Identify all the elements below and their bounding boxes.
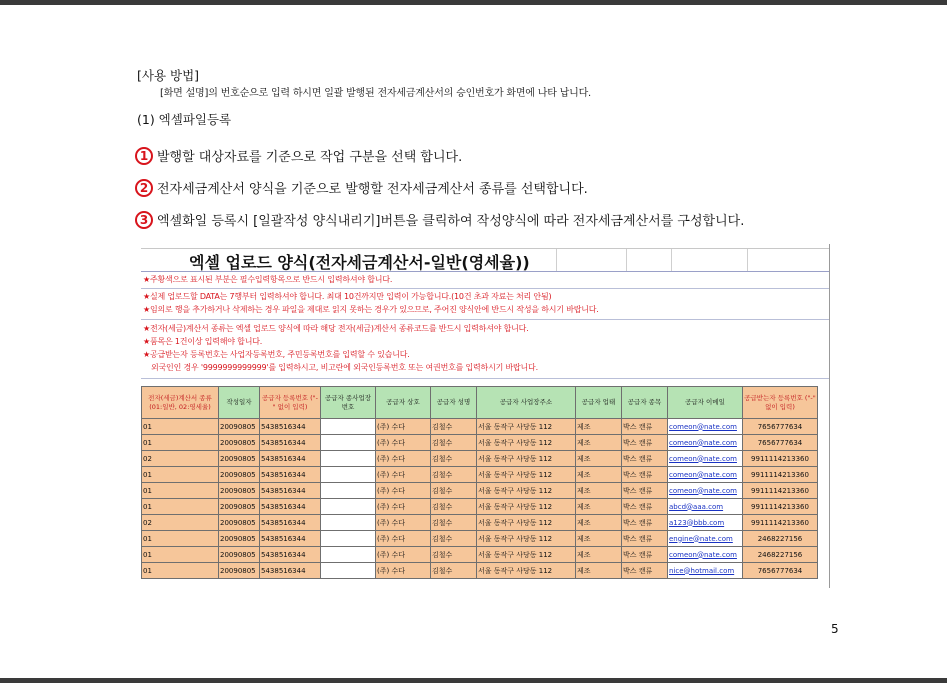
- table-cell: (주) 수다: [376, 483, 431, 499]
- sheet-divider: [141, 378, 829, 379]
- table-cell: 박스 캔류: [622, 419, 668, 435]
- column-header: 공급자 상호: [376, 387, 431, 419]
- table-cell: 5438516344: [260, 483, 321, 499]
- table-cell: [321, 435, 376, 451]
- sheet-title: 엑셀 업로드 양식(전자세금계산서-일반(영세율)): [189, 253, 530, 272]
- table-cell: 01: [142, 419, 219, 435]
- column-header: 공급자 종사업장번호: [321, 387, 376, 419]
- table-row: [142, 435, 818, 451]
- table-cell: 김철수: [431, 515, 477, 531]
- table-cell: 5438516344: [260, 515, 321, 531]
- table-cell: 20090805: [219, 419, 260, 435]
- spreadsheet-screenshot: [141, 244, 830, 588]
- table-cell: nice@hotmail.com: [668, 563, 743, 579]
- table-cell: [321, 467, 376, 483]
- table-cell: 김철수: [431, 435, 477, 451]
- table-cell: 서울 동작구 사당동 112: [477, 419, 576, 435]
- table-cell: (주) 수다: [376, 435, 431, 451]
- table-cell: comeon@nate.com: [668, 451, 743, 467]
- table-cell: (주) 수다: [376, 531, 431, 547]
- table-row: [142, 451, 818, 467]
- table-cell: 박스 캔류: [622, 451, 668, 467]
- table-cell: 김철수: [431, 531, 477, 547]
- table-cell: 20090805: [219, 451, 260, 467]
- table-cell: 5438516344: [260, 499, 321, 515]
- sheet-note: ★품목은 1건이상 입력해야 합니다.: [143, 337, 263, 346]
- step-number-3: 3: [135, 211, 153, 229]
- table-cell: 제조: [576, 467, 622, 483]
- table-cell: 01: [142, 499, 219, 515]
- table-cell: 20090805: [219, 515, 260, 531]
- step-text-1: 발행할 대상자료를 기준으로 작업 구분을 선택 합니다.: [157, 150, 463, 165]
- table-cell: 서울 동작구 사당동 112: [477, 467, 576, 483]
- sheet-note: ★실제 업로드할 DATA는 7행부터 입력하셔야 합니다. 최대 10건까지만 입력이 가능합니다.(10건 초과 자료는 처리 안됨): [143, 292, 552, 301]
- top-border: [0, 0, 947, 5]
- table-row: [142, 499, 818, 515]
- table-cell: 20090805: [219, 499, 260, 515]
- subtitle: [화면 설명]의 번호순으로 입력 하시면 일괄 발행된 전자세금계산서의 승인번호가 화면에 나타 납니다.: [160, 88, 592, 99]
- table-cell: 20090805: [219, 435, 260, 451]
- sheet-note: ★임의로 행을 추가하거나 삭제하는 경우 파일을 제대로 읽지 못하는 경우가 있으므로, 주어진 양식안에 반드시 작성을 하시기 바랍니다.: [143, 305, 599, 314]
- table-cell: 5438516344: [260, 419, 321, 435]
- table-cell: 서울 동작구 사당동 112: [477, 483, 576, 499]
- table-row: [142, 515, 818, 531]
- table-cell: 7656777634: [743, 435, 818, 451]
- column-header: 공급받는자 등록번호 ("-" 없이 입력): [743, 387, 818, 419]
- table-cell: 제조: [576, 451, 622, 467]
- grid-line: [556, 249, 557, 271]
- table-cell: 제조: [576, 515, 622, 531]
- step-text-2: 전자세금계산서 양식을 기준으로 발행할 전자세금계산서 종류를 선택합니다.: [157, 182, 588, 197]
- table-cell: 박스 캔류: [622, 515, 668, 531]
- grid-line: [671, 249, 672, 271]
- table-cell: 7656777634: [743, 563, 818, 579]
- table-cell: 5438516344: [260, 467, 321, 483]
- table-cell: 박스 캔류: [622, 467, 668, 483]
- table-cell: [321, 531, 376, 547]
- column-header: 전자(세금)계산서 종류 (01:일반, 02:영세율): [142, 387, 219, 419]
- sheet-divider: [141, 288, 829, 289]
- table-cell: a123@bbb.com: [668, 515, 743, 531]
- table-cell: [321, 483, 376, 499]
- table-cell: (주) 수다: [376, 499, 431, 515]
- table-cell: comeon@nate.com: [668, 547, 743, 563]
- table-cell: [321, 515, 376, 531]
- table-row: [142, 483, 818, 499]
- grid-line: [747, 249, 748, 271]
- table-cell: 2468227156: [743, 531, 818, 547]
- table-row: [142, 467, 818, 483]
- table-cell: (주) 수다: [376, 515, 431, 531]
- table-cell: 제조: [576, 483, 622, 499]
- column-header: 공급자 등록번호 ("-" 없이 입력): [260, 387, 321, 419]
- bottom-border: [0, 678, 947, 683]
- table-cell: 제조: [576, 531, 622, 547]
- column-header: 공급자 종목: [622, 387, 668, 419]
- table-cell: 서울 동작구 사당동 112: [477, 547, 576, 563]
- table-cell: 5438516344: [260, 563, 321, 579]
- table-cell: [321, 419, 376, 435]
- table-cell: 20090805: [219, 563, 260, 579]
- table-cell: 박스 캔류: [622, 563, 668, 579]
- table-row: [142, 419, 818, 435]
- table-cell: 01: [142, 531, 219, 547]
- table-cell: 01: [142, 483, 219, 499]
- table-cell: 20090805: [219, 467, 260, 483]
- table-cell: comeon@nate.com: [668, 419, 743, 435]
- table-cell: 01: [142, 547, 219, 563]
- table-cell: 서울 동작구 사당동 112: [477, 531, 576, 547]
- column-header: 공급자 이메일: [668, 387, 743, 419]
- table-cell: 박스 캔류: [622, 483, 668, 499]
- table-cell: 9911114213360: [743, 515, 818, 531]
- table-cell: (주) 수다: [376, 563, 431, 579]
- table-cell: 제조: [576, 435, 622, 451]
- table-cell: comeon@nate.com: [668, 435, 743, 451]
- table-cell: 9911114213360: [743, 483, 818, 499]
- table-cell: (주) 수다: [376, 451, 431, 467]
- step-text-3: 엑셀화일 등록시 [일괄작성 양식내리기]버튼을 클릭하여 작성양식에 따라 전자세금계산서를 구성합니다.: [157, 214, 745, 229]
- step-number-2: 2: [135, 179, 153, 197]
- table-cell: (주) 수다: [376, 419, 431, 435]
- page-number: 5: [831, 622, 839, 636]
- table-cell: 01: [142, 467, 219, 483]
- table-row: [142, 563, 818, 579]
- table-cell: abcd@aaa.com: [668, 499, 743, 515]
- table-cell: 20090805: [219, 547, 260, 563]
- step-2: [135, 178, 588, 197]
- column-header: 작성일자: [219, 387, 260, 419]
- sheet-note: ★공급받는자 등록번호는 사업자등록번호, 주민등록번호를 입력할 수 있습니다.: [143, 350, 410, 359]
- table-cell: 9911114213360: [743, 499, 818, 515]
- sheet-divider: [141, 319, 829, 320]
- table-cell: 01: [142, 563, 219, 579]
- table-cell: [321, 547, 376, 563]
- sheet-note: ★전자(세금)계산서 종류는 엑셀 업로드 양식에 따라 해당 전자(세금)계산서 종류코드를 반드시 입력하셔야 합니다.: [143, 324, 529, 333]
- table-cell: 서울 동작구 사당동 112: [477, 451, 576, 467]
- table-cell: [321, 563, 376, 579]
- table-cell: 2468227156: [743, 547, 818, 563]
- section-title: [사용 방법]: [137, 68, 200, 83]
- table-cell: [321, 499, 376, 515]
- table-header-row: [142, 387, 818, 419]
- table-cell: 박스 캔류: [622, 547, 668, 563]
- column-header: 공급자 업태: [576, 387, 622, 419]
- table-row: [142, 547, 818, 563]
- table-cell: 서울 동작구 사당동 112: [477, 563, 576, 579]
- table-cell: 박스 캔류: [622, 531, 668, 547]
- table-cell: 제조: [576, 419, 622, 435]
- table-cell: 9911114213360: [743, 467, 818, 483]
- table-cell: 제조: [576, 499, 622, 515]
- upload-table: [141, 386, 818, 579]
- table-row: [142, 531, 818, 547]
- table-cell: 김철수: [431, 563, 477, 579]
- column-header: 공급자 성명: [431, 387, 477, 419]
- table-cell: 김철수: [431, 483, 477, 499]
- step-number-1: 1: [135, 147, 153, 165]
- table-cell: 김철수: [431, 467, 477, 483]
- table-cell: 박스 캔류: [622, 499, 668, 515]
- table-cell: 01: [142, 435, 219, 451]
- table-cell: 김철수: [431, 499, 477, 515]
- table-cell: 02: [142, 515, 219, 531]
- table-cell: [321, 451, 376, 467]
- table-cell: 5438516344: [260, 451, 321, 467]
- table-cell: 김철수: [431, 419, 477, 435]
- step-1: [135, 146, 462, 165]
- sheet-note: ★주황색으로 표시된 부분은 필수입력항목으로 반드시 입력하셔야 합니다.: [143, 275, 393, 284]
- sheet-note: 외국인인 경우 '9999999999999'를 입력하시고, 비고란에 외국인등록번호 또는 여권번호를 입력하시기 바랍니다.: [151, 363, 538, 372]
- step-3: [135, 210, 744, 229]
- table-cell: (주) 수다: [376, 547, 431, 563]
- table-cell: 5438516344: [260, 547, 321, 563]
- table-cell: 박스 캔류: [622, 435, 668, 451]
- table-cell: 5438516344: [260, 435, 321, 451]
- table-cell: comeon@nate.com: [668, 483, 743, 499]
- table-cell: 5438516344: [260, 531, 321, 547]
- heading: (1) 엑셀파일등록: [137, 112, 232, 127]
- table-cell: 제조: [576, 547, 622, 563]
- table-cell: 7656777634: [743, 419, 818, 435]
- grid-line: [626, 249, 627, 271]
- table-cell: 02: [142, 451, 219, 467]
- table-cell: comeon@nate.com: [668, 467, 743, 483]
- table-cell: 제조: [576, 563, 622, 579]
- table-cell: 20090805: [219, 531, 260, 547]
- table-cell: 김철수: [431, 451, 477, 467]
- table-cell: 서울 동작구 사당동 112: [477, 499, 576, 515]
- table-cell: engine@nate.com: [668, 531, 743, 547]
- table-cell: 서울 동작구 사당동 112: [477, 435, 576, 451]
- table-cell: 서울 동작구 사당동 112: [477, 515, 576, 531]
- table-cell: 9911114213360: [743, 451, 818, 467]
- table-cell: 김철수: [431, 547, 477, 563]
- table-cell: (주) 수다: [376, 467, 431, 483]
- column-header: 공급자 사업장주소: [477, 387, 576, 419]
- table-cell: 20090805: [219, 483, 260, 499]
